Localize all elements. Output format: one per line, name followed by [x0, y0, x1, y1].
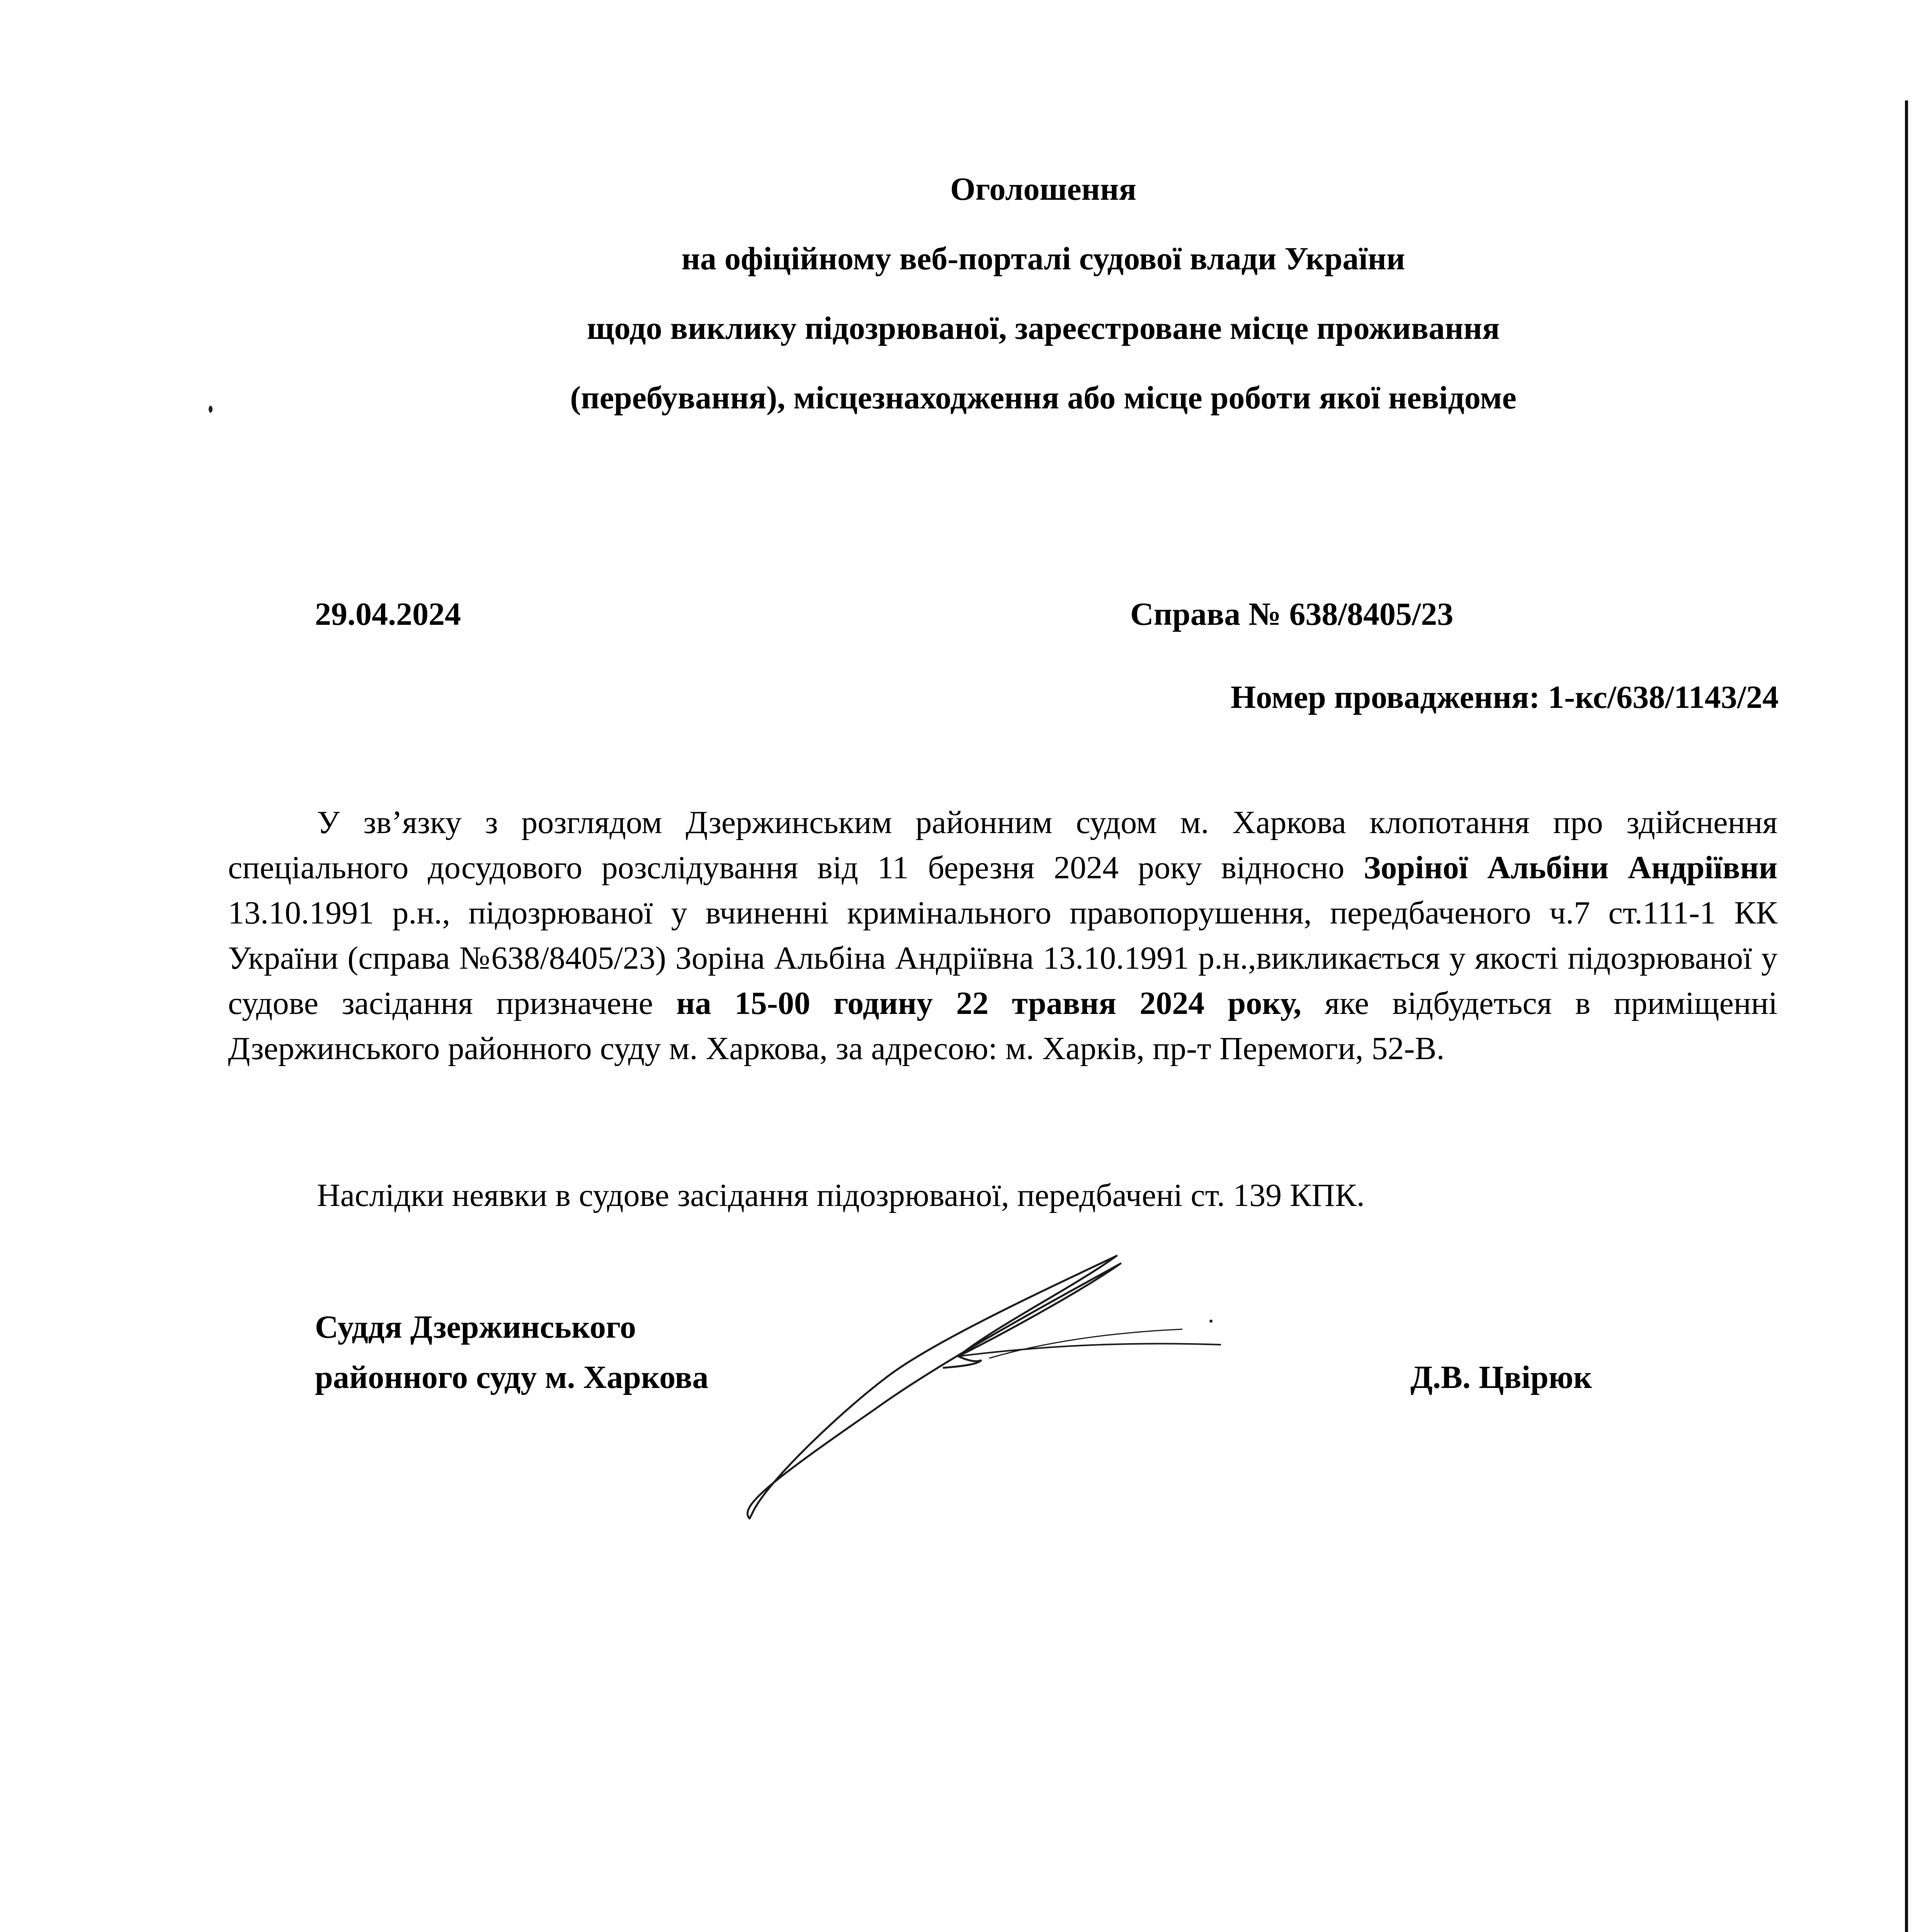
case-number: Справа № 638/8405/23 [1130, 596, 1454, 632]
title-line: (перебування), місцезнаходження або місце роботи якої невідоме [570, 380, 1517, 416]
title-line: щодо виклику підозрюваної, зареєстроване місце проживання [587, 310, 1500, 346]
suspect-name: Зоріної Альбіни Андріївни [1363, 850, 1778, 886]
document-date: 29.04.2024 [315, 596, 461, 632]
judge-position-line: районного суду м. Харкова [315, 1359, 709, 1395]
judge-position-line: Суддя Дзержинського [315, 1309, 636, 1345]
body-text-part: 13.10.1991 р.н., підозрюваної у вчиненні кримінального правопорушення, передбаченого ч.7 ст.111-1 КК України (справа №638/8405/23) Зоріна Альбіна Андріївна 13.10.1991 р.н.,викликається у якості підозрюваної у судове засідання призначене [228, 895, 1777, 1021]
scan-speck [209, 406, 213, 413]
hearing-time: на 15-00 годину 22 травня 2024 року, [676, 985, 1302, 1021]
title-line: Оголошення [950, 171, 1136, 207]
body-text-part: яке відбудеться в приміщенні Дзержинського районного суду м. Харкова, за адресою: м. Харків, пр-т Перемоги, 52-В. [228, 985, 1777, 1066]
body-paragraph [228, 800, 1777, 1071]
handwritten-signature [726, 1229, 1306, 1538]
judge-position [315, 1302, 709, 1403]
title-line: на офіційному веб-порталі судової влади України [681, 241, 1405, 277]
scan-edge-right [1905, 100, 1908, 1932]
body-text-part: У зв’язку з розглядом Дзержинським районним судом м. Харкова клопотання про здійснення спеціального досудового розслідування від 11 березня 2024 року відносно [228, 804, 1777, 886]
proceeding-number: Номер провадження: 1-кс/638/1143/24 [1230, 679, 1779, 715]
consequence-paragraph: Наслідки неявки в судове засідання підозрюваної, передбачені ст. 139 КПК. [317, 1177, 1365, 1213]
judge-name: Д.В. Цвірюк [1410, 1359, 1592, 1395]
announcement-title [232, 155, 1855, 433]
